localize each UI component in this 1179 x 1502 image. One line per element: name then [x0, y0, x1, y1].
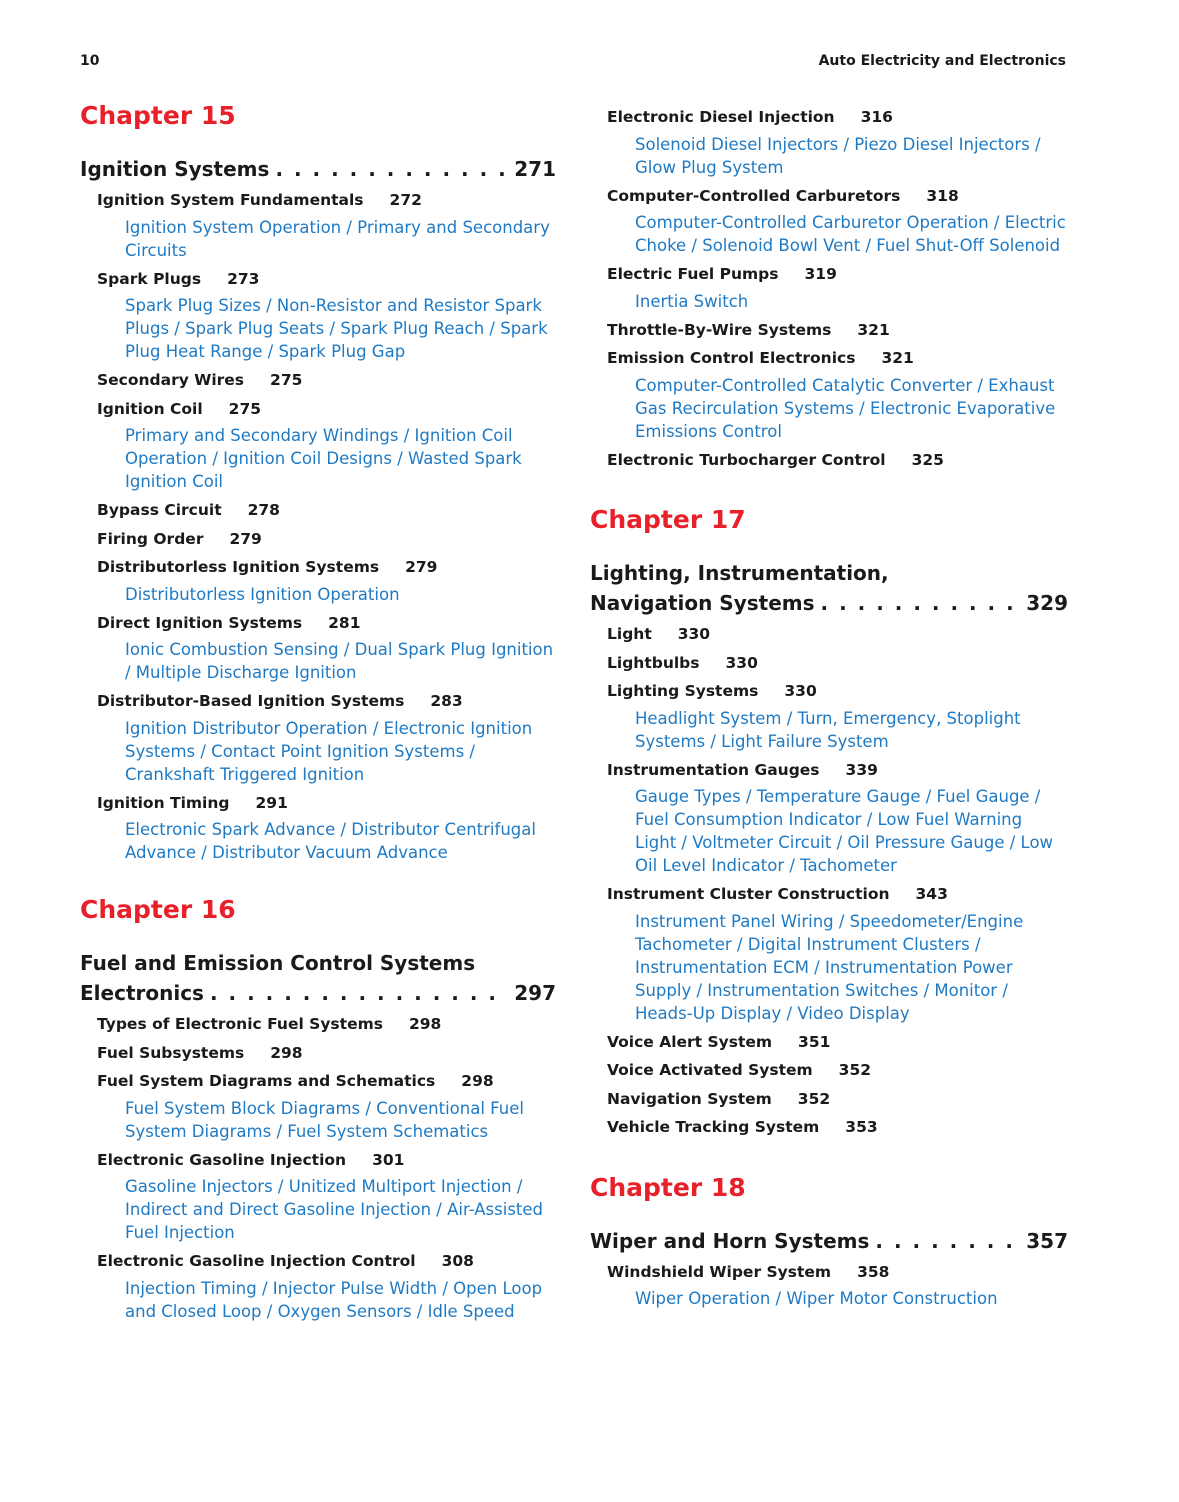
section-name: Ignition Coil: [97, 399, 203, 418]
toc-section-entry: [607, 756, 1068, 785]
section-name: Fuel System Diagrams and Schematics: [97, 1072, 436, 1090]
toc-section-entry: [97, 366, 556, 395]
section-page: 353: [845, 1118, 878, 1136]
toc-section-entry: [607, 260, 1068, 289]
section-page: 330: [725, 653, 758, 672]
section-subtopics: Inertia Switch: [635, 291, 749, 311]
section-list: [590, 103, 1068, 474]
section-name: Types of Electronic Fuel Systems: [97, 1015, 383, 1033]
section-page: 275: [228, 399, 262, 418]
toc-section-entry: [607, 677, 1068, 706]
chapter-title: Wiper and Horn Systems: [590, 1228, 870, 1253]
toc-section-entry: [607, 1028, 1068, 1057]
toc-section-entry: [97, 553, 556, 582]
section-name: Secondary Wires: [97, 371, 245, 389]
section-name: Ignition System Fundamentals: [97, 191, 364, 209]
section-subtopics: Injection Timing / Injector Pulse Width / Open Loop and Closed Loop / Oxygen Sensors / Idle Speed: [125, 1278, 543, 1321]
toc-section-entry: [607, 316, 1068, 345]
chapter-page: 357: [1026, 1228, 1068, 1253]
toc-section-entry: [97, 687, 556, 716]
section-list: [80, 1010, 556, 1323]
toc-section-entry: [97, 1067, 556, 1096]
section-name: Light: [607, 625, 652, 643]
section-subtopics: Instrument Panel Wiring / Speedometer/Engine Tachometer / Digital Instrument Clusters / Instrumentation ECM / Instrumentation Power Supply / Instrumentation Switches / Monitor / Heads-Up Display / Video Display: [635, 911, 1024, 1023]
section-page: 275: [270, 371, 303, 389]
section-name: Windshield Wiper System: [607, 1262, 832, 1281]
toc-section-entry: [607, 446, 1068, 475]
chapter-title-line2: Electronics: [80, 981, 204, 1005]
section-page: 352: [797, 1089, 831, 1108]
toc-section-entry: [607, 182, 1068, 211]
section-page: 308: [441, 1252, 474, 1270]
toc-section-entry: [97, 609, 556, 638]
chapter-title-row: [590, 558, 1068, 618]
section-subtopics: Spark Plug Sizes / Non-Resistor and Resistor Spark Plugs / Spark Plug Seats / Spark Plug Reach / Spark Plug Heat Range / Spark Plug Gap: [125, 296, 548, 361]
section-name: Navigation System: [607, 1089, 772, 1108]
section-list: [590, 620, 1068, 1142]
section-page: 330: [784, 682, 817, 700]
section-name: Bypass Circuit: [97, 501, 222, 519]
section-name: Instrumentation Gauges: [607, 760, 820, 779]
section-name: Emission Control Electronics: [607, 349, 856, 367]
section-page: 273: [227, 269, 260, 288]
section-name: Throttle-By-Wire Systems: [607, 320, 832, 339]
chapter-title-line2: Navigation Systems: [590, 591, 815, 615]
right-column: [590, 103, 1068, 1313]
toc-section-entry: [607, 1085, 1068, 1114]
toc-section-entry: [607, 1113, 1068, 1142]
section-page: 298: [461, 1072, 494, 1090]
section-subtopics: Headlight System / Turn, Emergency, Stoplight Systems / Light Failure System: [635, 708, 1021, 751]
section-page: 321: [857, 320, 890, 339]
chapter-title-row: [80, 948, 556, 1008]
toc-section-entry: [607, 103, 1068, 132]
leader-dots: [275, 154, 508, 184]
toc-section-entry: [97, 265, 556, 294]
section-page: 298: [408, 1015, 442, 1033]
section-page: 352: [838, 1061, 872, 1079]
section-list: [80, 186, 556, 864]
left-column: [80, 100, 556, 1326]
chapter-title-line1: Lighting, Instrumentation,: [590, 561, 889, 585]
section-name: Direct Ignition Systems: [97, 613, 303, 632]
section-subtopics: Gasoline Injectors / Unitized Multiport Injection / Indirect and Direct Gasoline Injection / Air-Assisted Fuel Injection: [125, 1177, 544, 1242]
section-page: 283: [430, 692, 463, 710]
page-number: 10: [80, 53, 100, 69]
section-name: Lightbulbs: [607, 653, 700, 672]
leader-dots: [210, 978, 508, 1008]
section-subtopics: Solenoid Diesel Injectors / Piezo Diesel Injectors / Glow Plug System: [635, 134, 1041, 177]
section-name: Distributorless Ignition Systems: [97, 558, 380, 576]
running-header-title: Auto Electricity and Electronics: [818, 53, 1066, 69]
toc-section-entry: [607, 1056, 1068, 1085]
section-page: 318: [926, 186, 959, 205]
toc-section-entry: [97, 1247, 556, 1276]
section-page: 281: [328, 613, 361, 632]
toc-section-entry: [97, 186, 556, 215]
section-page: 272: [389, 191, 422, 209]
section-subtopics: Electronic Spark Advance / Distributor Centrifugal Advance / Distributor Vacuum Advance: [125, 820, 536, 862]
section-subtopics: Ignition Distributor Operation / Electronic Ignition Systems / Contact Point Ignition Systems / Crankshaft Triggered Ignition: [125, 718, 533, 784]
toc-section-entry: [607, 344, 1068, 373]
toc-section-entry: [97, 395, 556, 424]
chapter-title-row: [80, 154, 556, 184]
leader-dots: [821, 588, 1021, 618]
section-name: Distributor-Based Ignition Systems: [97, 692, 405, 710]
section-name: Electronic Turbocharger Control: [607, 450, 886, 469]
section-subtopics: Distributorless Ignition Operation: [125, 584, 400, 604]
section-name: Electric Fuel Pumps: [607, 265, 779, 283]
section-name: Electronic Diesel Injection: [607, 108, 835, 126]
section-page: 339: [845, 760, 878, 779]
section-subtopics: Ionic Combustion Sensing / Dual Spark Plug Ignition / Multiple Discharge Ignition: [125, 640, 554, 682]
section-page: 279: [405, 558, 438, 576]
toc-section-entry: [97, 789, 556, 818]
section-subtopics: Computer-Controlled Catalytic Converter / Exhaust Gas Recirculation Systems / Electronic Evaporative Emissions Control: [635, 375, 1056, 441]
chapter-page: 271: [514, 157, 556, 181]
section-page: 351: [798, 1032, 831, 1051]
section-page: 343: [915, 885, 948, 903]
section-subtopics: Fuel System Block Diagrams / Conventional Fuel System Diagrams / Fuel System Schematics: [125, 1098, 524, 1141]
chapter-heading: Chapter 17: [590, 505, 746, 534]
chapter-heading: Chapter 15: [80, 101, 236, 130]
section-subtopics: Primary and Secondary Windings / Ignition Coil Operation / Ignition Coil Designs / Wasted Spark Ignition Coil: [125, 426, 522, 491]
section-name: Spark Plugs: [97, 269, 202, 288]
toc-section-entry: [97, 496, 556, 525]
section-name: Voice Alert System: [607, 1032, 773, 1051]
toc-section-entry: [97, 525, 556, 554]
section-page: 278: [247, 501, 280, 519]
leader-dots: [875, 1226, 1020, 1256]
section-name: Voice Activated System: [607, 1061, 813, 1079]
section-page: 298: [270, 1043, 303, 1062]
chapter-page: 329: [1026, 591, 1068, 615]
section-subtopics: Wiper Operation / Wiper Motor Construction: [635, 1289, 998, 1308]
toc-section-entry: [97, 1146, 556, 1175]
chapter-title: Ignition Systems: [80, 157, 270, 181]
chapter-heading: Chapter 16: [80, 895, 236, 924]
section-list: [590, 1258, 1068, 1311]
section-name: Vehicle Tracking System: [607, 1118, 820, 1136]
section-name: Ignition Timing: [97, 793, 230, 812]
section-page: 358: [857, 1262, 890, 1281]
chapter-page: 297: [514, 981, 556, 1005]
toc-section-entry: [607, 880, 1068, 909]
chapter-heading: Chapter 18: [590, 1172, 746, 1202]
toc-section-entry: [607, 1258, 1068, 1287]
section-name: Firing Order: [97, 529, 204, 548]
section-name: Lighting Systems: [607, 682, 759, 700]
section-name: Electronic Gasoline Injection: [97, 1150, 347, 1169]
section-page: 330: [677, 625, 711, 643]
section-name: Instrument Cluster Construction: [607, 885, 890, 903]
section-name: Computer-Controlled Carburetors: [607, 186, 901, 205]
toc-section-entry: [607, 620, 1068, 649]
section-page: 319: [804, 265, 837, 283]
toc-section-entry: [607, 649, 1068, 678]
section-page: 279: [229, 529, 262, 548]
section-name: Electronic Gasoline Injection Control: [97, 1252, 416, 1270]
section-page: 316: [860, 108, 893, 126]
section-subtopics: Gauge Types / Temperature Gauge / Fuel Gauge / Fuel Consumption Indicator / Low Fuel Warning Light / Voltmeter Circuit / Oil Pressure Gauge / Low Oil Level Indicator / Tachometer: [635, 787, 1054, 875]
section-subtopics: Ignition System Operation / Primary and Secondary Circuits: [125, 217, 550, 260]
section-name: Fuel Subsystems: [97, 1043, 245, 1062]
section-page: 325: [911, 450, 944, 469]
section-page: 321: [881, 349, 914, 367]
section-page: 301: [372, 1150, 405, 1169]
toc-section-entry: [97, 1039, 556, 1068]
toc-section-entry: [97, 1010, 556, 1039]
chapter-title-line1: Fuel and Emission Control Systems: [80, 951, 476, 975]
section-subtopics: Computer-Controlled Carburetor Operation / Electric Choke / Solenoid Bowl Vent / Fuel Shut-Off Solenoid: [635, 213, 1066, 255]
section-page: 291: [255, 793, 288, 812]
chapter-title-row: [590, 1226, 1068, 1256]
